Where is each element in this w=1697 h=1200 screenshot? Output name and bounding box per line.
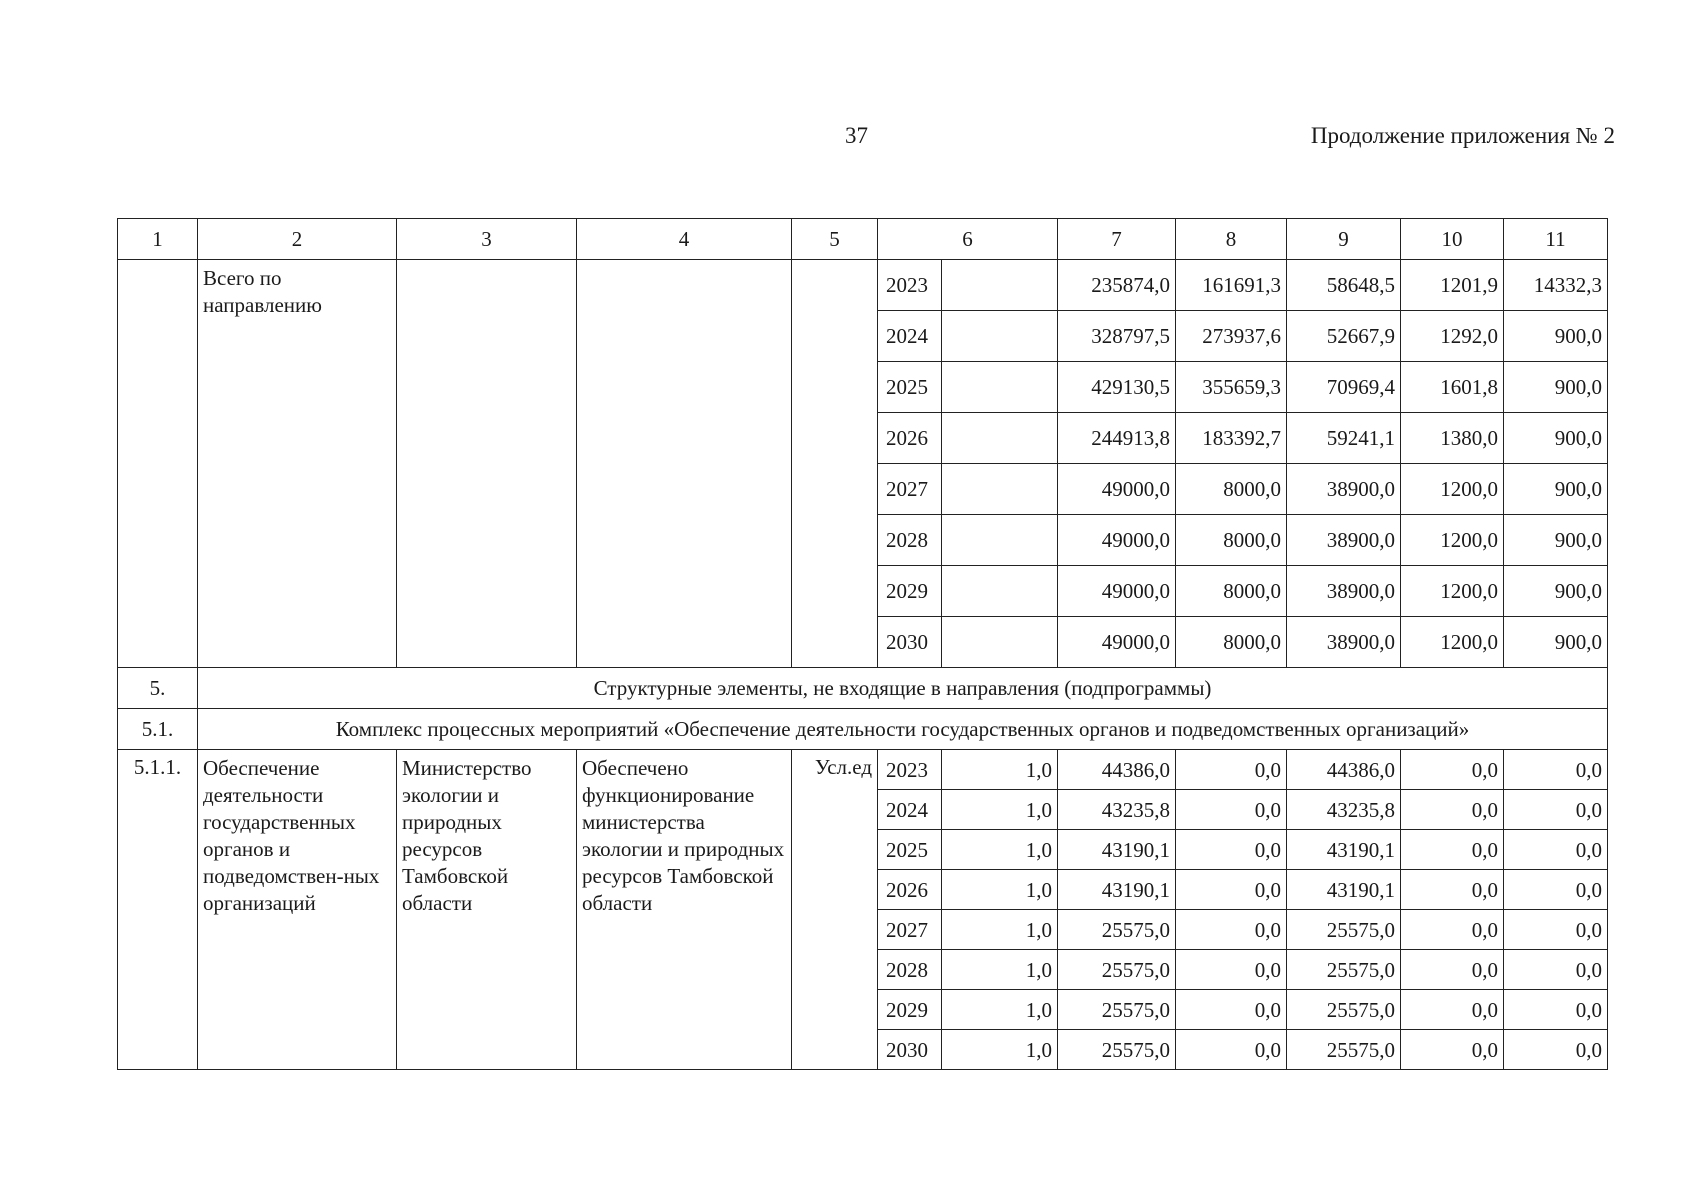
quantity-cell xyxy=(942,362,1058,413)
section-number: 5. xyxy=(118,668,198,709)
regional-budget-cell: 38900,0 xyxy=(1287,464,1401,515)
quantity-cell: 1,0 xyxy=(942,750,1058,790)
year-cell: 2026 xyxy=(878,870,942,910)
number-cell xyxy=(118,260,198,668)
year-cell: 2030 xyxy=(878,617,942,668)
year-cell: 2029 xyxy=(878,990,942,1030)
other-sources-cell: 900,0 xyxy=(1504,617,1608,668)
local-budget-cell: 0,0 xyxy=(1401,990,1504,1030)
total-cell: 49000,0 xyxy=(1058,464,1176,515)
total-cell: 25575,0 xyxy=(1058,950,1176,990)
section-title: Структурные элементы, не входящие в направления (подпрограммы) xyxy=(198,668,1608,709)
total-cell: 25575,0 xyxy=(1058,990,1176,1030)
regional-budget-cell: 59241,1 xyxy=(1287,413,1401,464)
local-budget-cell: 0,0 xyxy=(1401,950,1504,990)
item-name: Обеспечение деятельности государственных органов и подведомствен-ных организаций xyxy=(198,750,397,1070)
regional-budget-cell: 25575,0 xyxy=(1287,990,1401,1030)
other-sources-cell: 0,0 xyxy=(1504,950,1608,990)
regional-budget-cell: 43235,8 xyxy=(1287,790,1401,830)
regional-budget-cell: 70969,4 xyxy=(1287,362,1401,413)
federal-budget-cell: 161691,3 xyxy=(1176,260,1287,311)
quantity-cell: 1,0 xyxy=(942,950,1058,990)
other-sources-cell: 900,0 xyxy=(1504,311,1608,362)
column-number: 7 xyxy=(1058,219,1176,260)
other-sources-cell: 900,0 xyxy=(1504,413,1608,464)
year-cell: 2026 xyxy=(878,413,942,464)
regional-budget-cell: 43190,1 xyxy=(1287,870,1401,910)
local-budget-cell: 0,0 xyxy=(1401,830,1504,870)
other-sources-cell: 900,0 xyxy=(1504,515,1608,566)
other-sources-cell: 0,0 xyxy=(1504,750,1608,790)
quantity-cell xyxy=(942,260,1058,311)
federal-budget-cell: 8000,0 xyxy=(1176,515,1287,566)
other-sources-cell: 14332,3 xyxy=(1504,260,1608,311)
local-budget-cell: 1200,0 xyxy=(1401,464,1504,515)
year-cell: 2030 xyxy=(878,1030,942,1070)
local-budget-cell: 0,0 xyxy=(1401,870,1504,910)
other-sources-cell: 900,0 xyxy=(1504,362,1608,413)
year-row xyxy=(118,750,1608,790)
total-cell: 25575,0 xyxy=(1058,910,1176,950)
total-cell: 429130,5 xyxy=(1058,362,1176,413)
local-budget-cell: 0,0 xyxy=(1401,1030,1504,1070)
total-cell: 43190,1 xyxy=(1058,830,1176,870)
local-budget-cell: 1200,0 xyxy=(1401,566,1504,617)
federal-budget-cell: 0,0 xyxy=(1176,750,1287,790)
total-label: Всего по направлению xyxy=(198,260,397,668)
item-executor: Министерство экологии и природных ресурсов Тамбовской области xyxy=(397,750,577,1070)
other-sources-cell: 900,0 xyxy=(1504,464,1608,515)
quantity-cell xyxy=(942,617,1058,668)
subsection-row xyxy=(118,709,1608,750)
federal-budget-cell: 0,0 xyxy=(1176,1030,1287,1070)
item-number: 5.1.1. xyxy=(118,750,198,1070)
regional-budget-cell: 44386,0 xyxy=(1287,750,1401,790)
total-cell: 244913,8 xyxy=(1058,413,1176,464)
quantity-cell: 1,0 xyxy=(942,870,1058,910)
local-budget-cell: 1292,0 xyxy=(1401,311,1504,362)
appendix-table xyxy=(117,218,1608,1070)
other-sources-cell: 0,0 xyxy=(1504,990,1608,1030)
other-sources-cell: 900,0 xyxy=(1504,566,1608,617)
federal-budget-cell: 355659,3 xyxy=(1176,362,1287,413)
federal-budget-cell: 183392,7 xyxy=(1176,413,1287,464)
subsection-title: Комплекс процессных мероприятий «Обеспечение деятельности государственных органов и подведомственных организаций» xyxy=(198,709,1608,750)
column-number: 4 xyxy=(577,219,792,260)
result-cell xyxy=(577,260,792,668)
year-row xyxy=(118,260,1608,311)
executor-cell xyxy=(397,260,577,668)
column-number: 5 xyxy=(792,219,878,260)
year-cell: 2028 xyxy=(878,515,942,566)
federal-budget-cell: 8000,0 xyxy=(1176,617,1287,668)
year-cell: 2025 xyxy=(878,362,942,413)
item-result: Обеспечено функционирование министерства экологии и природных ресурсов Тамбовской области xyxy=(577,750,792,1070)
federal-budget-cell: 0,0 xyxy=(1176,950,1287,990)
regional-budget-cell: 25575,0 xyxy=(1287,910,1401,950)
regional-budget-cell: 43190,1 xyxy=(1287,830,1401,870)
section-row xyxy=(118,668,1608,709)
quantity-cell: 1,0 xyxy=(942,990,1058,1030)
total-cell: 43190,1 xyxy=(1058,870,1176,910)
total-cell: 235874,0 xyxy=(1058,260,1176,311)
quantity-cell xyxy=(942,566,1058,617)
local-budget-cell: 0,0 xyxy=(1401,750,1504,790)
column-number: 6 xyxy=(878,219,1058,260)
column-number: 10 xyxy=(1401,219,1504,260)
federal-budget-cell: 8000,0 xyxy=(1176,566,1287,617)
other-sources-cell: 0,0 xyxy=(1504,790,1608,830)
federal-budget-cell: 273937,6 xyxy=(1176,311,1287,362)
federal-budget-cell: 0,0 xyxy=(1176,830,1287,870)
quantity-cell xyxy=(942,311,1058,362)
federal-budget-cell: 8000,0 xyxy=(1176,464,1287,515)
unit-cell xyxy=(792,260,878,668)
quantity-cell xyxy=(942,515,1058,566)
regional-budget-cell: 38900,0 xyxy=(1287,566,1401,617)
item-block xyxy=(118,750,1608,1070)
page-number: 37 xyxy=(845,123,868,148)
quantity-cell xyxy=(942,464,1058,515)
year-cell: 2024 xyxy=(878,790,942,830)
column-number-row xyxy=(118,219,1608,260)
quantity-cell xyxy=(942,413,1058,464)
year-cell: 2028 xyxy=(878,950,942,990)
column-number: 11 xyxy=(1504,219,1608,260)
federal-budget-cell: 0,0 xyxy=(1176,990,1287,1030)
total-block xyxy=(118,260,1608,668)
quantity-cell: 1,0 xyxy=(942,1030,1058,1070)
regional-budget-cell: 58648,5 xyxy=(1287,260,1401,311)
column-number: 8 xyxy=(1176,219,1287,260)
total-cell: 49000,0 xyxy=(1058,515,1176,566)
local-budget-cell: 1380,0 xyxy=(1401,413,1504,464)
column-number: 9 xyxy=(1287,219,1401,260)
federal-budget-cell: 0,0 xyxy=(1176,790,1287,830)
total-cell: 25575,0 xyxy=(1058,1030,1176,1070)
total-cell: 49000,0 xyxy=(1058,566,1176,617)
regional-budget-cell: 52667,9 xyxy=(1287,311,1401,362)
total-cell: 43235,8 xyxy=(1058,790,1176,830)
year-cell: 2024 xyxy=(878,311,942,362)
column-number: 1 xyxy=(118,219,198,260)
regional-budget-cell: 25575,0 xyxy=(1287,1030,1401,1070)
total-cell: 49000,0 xyxy=(1058,617,1176,668)
subsection-number: 5.1. xyxy=(118,709,198,750)
year-cell: 2027 xyxy=(878,910,942,950)
appendix-note: Продолжение приложения № 2 xyxy=(1310,123,1615,148)
other-sources-cell: 0,0 xyxy=(1504,1030,1608,1070)
local-budget-cell: 1200,0 xyxy=(1401,515,1504,566)
quantity-cell: 1,0 xyxy=(942,910,1058,950)
year-cell: 2025 xyxy=(878,830,942,870)
column-number: 2 xyxy=(198,219,397,260)
local-budget-cell: 1201,9 xyxy=(1401,260,1504,311)
regional-budget-cell: 38900,0 xyxy=(1287,515,1401,566)
federal-budget-cell: 0,0 xyxy=(1176,870,1287,910)
year-cell: 2023 xyxy=(878,260,942,311)
quantity-cell: 1,0 xyxy=(942,830,1058,870)
year-cell: 2023 xyxy=(878,750,942,790)
local-budget-cell: 0,0 xyxy=(1401,790,1504,830)
regional-budget-cell: 25575,0 xyxy=(1287,950,1401,990)
other-sources-cell: 0,0 xyxy=(1504,910,1608,950)
regional-budget-cell: 38900,0 xyxy=(1287,617,1401,668)
year-cell: 2027 xyxy=(878,464,942,515)
federal-budget-cell: 0,0 xyxy=(1176,910,1287,950)
quantity-cell: 1,0 xyxy=(942,790,1058,830)
local-budget-cell: 0,0 xyxy=(1401,910,1504,950)
local-budget-cell: 1601,8 xyxy=(1401,362,1504,413)
other-sources-cell: 0,0 xyxy=(1504,870,1608,910)
other-sources-cell: 0,0 xyxy=(1504,830,1608,870)
column-number: 3 xyxy=(397,219,577,260)
local-budget-cell: 1200,0 xyxy=(1401,617,1504,668)
total-cell: 328797,5 xyxy=(1058,311,1176,362)
item-unit: Усл.ед xyxy=(792,750,878,1070)
year-cell: 2029 xyxy=(878,566,942,617)
total-cell: 44386,0 xyxy=(1058,750,1176,790)
